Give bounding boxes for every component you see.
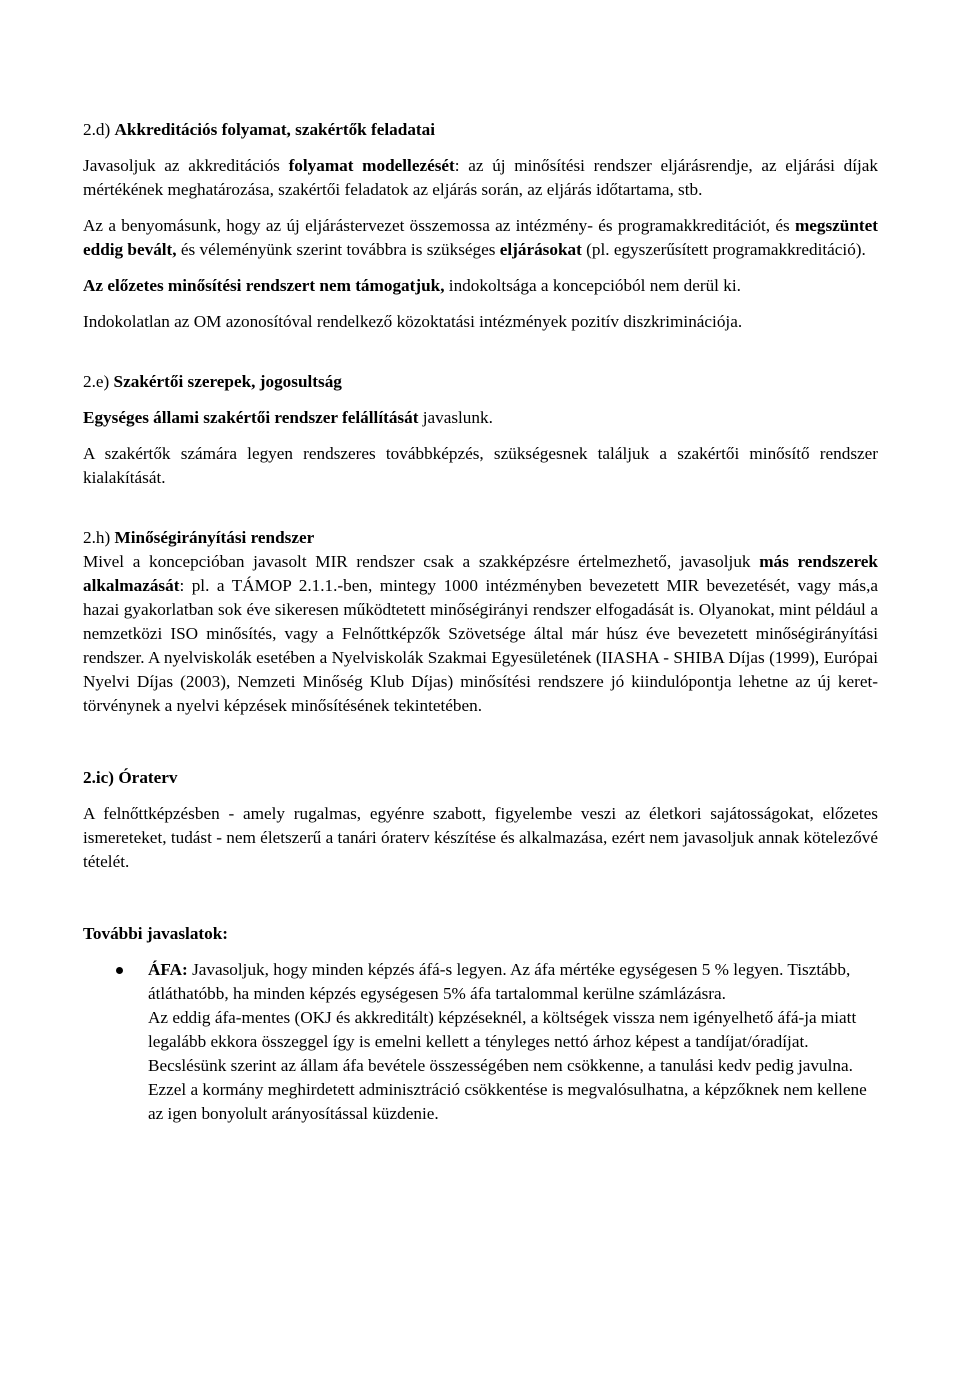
- list-item: [83, 958, 878, 1126]
- text-run: Mivel a koncepcióban javasolt MIR rendszer csak a szakképzésre értelmezhető, javasoljuk: [83, 552, 760, 571]
- text-run: Javasoljuk, hogy minden képzés áfá-s legyen. Az áfa mértéke egységesen 5 % legyen. Tisztább, átláthatóbb, ha minden képzés egységesen 5% áfa tartalommal kerülne számlázásra.: [148, 960, 851, 1003]
- list-item-paragraph: Az eddig áfa-mentes (OKJ és akkreditált) képzéseknél, a költségek vissza nem igényelhető áfá-ja miatt legalább ekkora összeggel így is emelni kellett a tényleges nettó árhoz képest a tandíjat/óradíjat. Becslésünk szerint az állam áfa bevétele összességében nem csökkenne, a tanulási kedv pedig javulna. Ezzel a kormány meghirdetett adminisztráció csökkentése is megvalósulhatna, a képzőknek nem kellene az igen bonyolult arányosítással küzdenie.: [148, 1008, 867, 1123]
- bold-text: folyamat modellezését: [288, 156, 455, 175]
- heading-number: 2.h): [83, 528, 115, 547]
- bold-text: ÁFA:: [148, 960, 188, 979]
- text-run: Az a benyomásunk, hogy az új eljárástervezet összemossa az intézmény- és programakkreditációt, és: [83, 216, 795, 235]
- bold-text: Egységes állami szakértői rendszer felállítását: [83, 408, 419, 427]
- proposal-list: [83, 958, 878, 1126]
- document-page: [83, 118, 878, 1126]
- paragraph: [83, 274, 878, 298]
- paragraph: [83, 154, 878, 202]
- section-2e: [83, 370, 878, 490]
- section-heading: [83, 526, 878, 550]
- text-run: Javasoljuk az akkreditációs: [83, 156, 289, 175]
- section-2h: [83, 526, 878, 718]
- text-run: javaslunk.: [418, 408, 493, 427]
- section-heading: 2.ic) Óraterv: [83, 768, 178, 787]
- section-heading: [83, 370, 878, 394]
- paragraph: A szakértők számára legyen rendszeres továbbképzés, szükségesnek találjuk a szakértői minősítő rendszer kialakítását.: [83, 444, 878, 487]
- heading-text: Akkreditációs folyamat, szakértők feladatai: [114, 120, 436, 139]
- bold-text: más rendszerek alkalmazását: [83, 552, 878, 595]
- bold-text: eljárásokat: [499, 240, 582, 259]
- text-run: indokoltsága a koncepcióból nem derül ki.: [444, 276, 741, 295]
- heading-number: 2.d): [83, 120, 115, 139]
- bold-text: Az előzetes minősítési rendszert nem támogatjuk,: [83, 276, 445, 295]
- paragraph: A felnőttképzésben - amely rugalmas, egyénre szabott, figyelembe veszi az életkori sajátosságokat, előzetes ismereteket, tudást - nem életszerű a tanári óraterv készítése és alkalmazása, ezért nem javasoljuk annak kötelezővé tételét.: [83, 804, 878, 871]
- paragraph: [83, 550, 878, 718]
- text-run: : az új minősítési rendszer eljárásrendje, az eljárási díjak mértékének meghatározása, szakértői feladatok az eljárás során, az eljárás időtartama, stb.: [83, 156, 878, 199]
- section-2d: [83, 118, 878, 334]
- paragraph: Indokolatlan az OM azonosítóval rendelkező közoktatási intézmények pozitív diszkriminációja.: [83, 312, 743, 331]
- heading-text: Szakértői szerepek, jogosultság: [113, 372, 342, 391]
- text-run: és véleményünk szerint továbbra is szükséges: [176, 240, 500, 259]
- section-heading: További javaslatok:: [83, 924, 229, 943]
- section-heading: [83, 118, 878, 142]
- heading-text: Minőségirányítási rendszer: [114, 528, 315, 547]
- heading-number: 2.e): [83, 372, 114, 391]
- paragraph: [83, 214, 878, 262]
- text-run: (pl. egyszerűsített programakkreditáció).: [581, 240, 866, 259]
- bullet-icon: [116, 967, 123, 974]
- bold-text: megszüntet eddig bevált,: [83, 216, 878, 259]
- text-run: : pl. a TÁMOP 2.1.1.-ben, mintegy 1000 intézményben bevezetett MIR bevezetését, vagy más,a hazai gyakorlatban sok éve sikeresen működtetett minőségirányi rendszer elfogadását is. Olyanokat, mint például a nemzetközi ISO minősítés, vagy a Felnőttképzők Szövetsége által már húsz éve bevezetett minőségirányítási rendszer. A nyelviskolák esetében a Nyelviskolák Szakmai Egyesületének (IIASHA - SHIBA Díjas (1999), Európai Nyelvi Díjas (2003), Nemzeti Minőség Klub Díjas) minősítési rendszere jó kiindulópontja lehetne az új keret-törvénynek a nyelvi képzések minősítésének tekintetében.: [83, 576, 878, 715]
- section-further-proposals: [83, 922, 878, 1126]
- section-2ic: [83, 766, 878, 874]
- paragraph: [83, 406, 878, 430]
